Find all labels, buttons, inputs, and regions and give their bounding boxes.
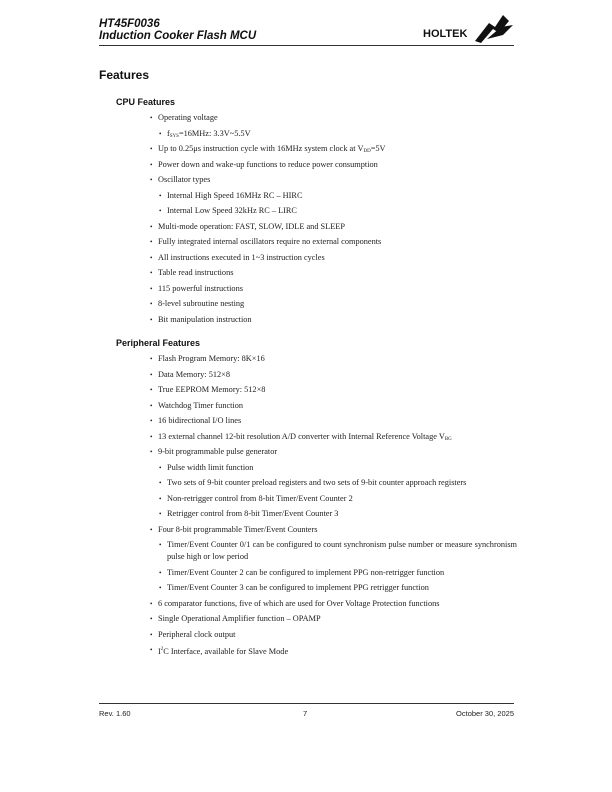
list-item-text <box>167 493 517 505</box>
list-item-text <box>158 431 508 446</box>
list-item <box>0 493 612 509</box>
list-item-text <box>158 159 508 171</box>
text-text: 13 external channel 12-bit resolution A/D converter with Internal Reference Voltage V <box>158 431 445 441</box>
bullet-icon: • <box>150 646 153 654</box>
list-item <box>0 369 612 385</box>
list-item <box>0 298 612 314</box>
text-text: Pulse width limit function <box>167 462 254 472</box>
text-text: Four 8-bit programmable Timer/Event Counters <box>158 524 318 534</box>
bullet-icon: • <box>159 568 162 577</box>
list-item <box>0 613 612 629</box>
text-text: Internal High Speed 16MHz RC – HIRC <box>167 190 303 200</box>
list-item <box>0 508 612 524</box>
text-text: Single Operational Amplifier function – OPAMP <box>158 614 321 623</box>
text-text: Peripheral clock output <box>158 629 236 639</box>
document-title: Induction Cooker Flash MCU <box>99 30 257 42</box>
list-item-text <box>158 369 508 381</box>
cpu-features-heading: CPU Features <box>116 97 176 107</box>
bullet-icon: • <box>150 370 153 379</box>
text-text: 115 powerful instructions <box>158 283 243 293</box>
text-text: Oscillator types <box>158 175 211 184</box>
text-text: f <box>167 128 170 138</box>
revision: Rev. 1.60 <box>99 709 131 718</box>
bullet-icon: • <box>159 463 162 472</box>
bullet-icon: • <box>150 432 153 441</box>
header-rule <box>99 45 514 46</box>
list-item <box>0 159 612 175</box>
text-text: Data Memory: 512×8 <box>158 369 230 379</box>
bullet-icon: • <box>150 525 153 534</box>
list-item-text <box>167 128 517 143</box>
text-text: Fully integrated internal oscillators require no external components <box>158 237 382 246</box>
list-item-text <box>167 462 517 474</box>
list-item <box>0 524 612 540</box>
bullet-icon: • <box>159 207 162 215</box>
list-item-text <box>158 174 508 186</box>
bullet-icon: • <box>150 630 153 639</box>
list-item <box>0 567 612 583</box>
list-item-text <box>167 508 517 520</box>
bullet-icon: • <box>150 300 153 308</box>
bullet-icon: • <box>150 355 153 363</box>
bullet-icon: • <box>150 401 153 410</box>
bullet-icon: • <box>150 284 153 293</box>
list-item-text <box>167 539 517 563</box>
text-text: 6 comparator functions, five of which are used for Over Voltage Protection functions <box>158 598 440 608</box>
list-item <box>0 353 612 369</box>
text-text: Non-retrigger control from 8-bit Timer/Event Counter 2 <box>167 493 353 503</box>
bullet-icon: • <box>150 114 153 122</box>
text-post: =16MHz: 3.3V~5.5V <box>178 128 251 138</box>
text-text: Timer/Event Counter 3 can be configured to implement PPG retrigger function <box>167 583 429 592</box>
bullet-icon: • <box>159 191 162 200</box>
bullet-icon: • <box>159 479 162 487</box>
list-item <box>0 400 612 416</box>
text-text: All instructions executed in 1~3 instruction cycles <box>158 252 325 262</box>
list-item-text <box>158 283 508 295</box>
text-text: True EEPROM Memory: 512×8 <box>158 385 266 394</box>
text-text: Multi-mode operation: FAST, SLOW, IDLE and SLEEP <box>158 221 345 231</box>
list-item-text <box>158 644 508 658</box>
list-item-text <box>158 112 508 124</box>
text-sub: SYS <box>169 133 179 139</box>
list-item <box>0 112 612 128</box>
list-item-text <box>158 314 508 326</box>
list-item <box>0 267 612 283</box>
part-number: HT45F0036 <box>99 18 160 30</box>
list-item <box>0 221 612 237</box>
bullet-icon: • <box>159 510 162 518</box>
list-item-text <box>167 205 517 217</box>
bullet-icon: • <box>150 145 153 153</box>
bullet-icon: • <box>150 448 153 456</box>
bullet-icon: • <box>150 599 153 608</box>
text-text: Retrigger control from 8-bit Timer/Event Counter 3 <box>167 509 339 518</box>
list-item-text <box>158 221 508 233</box>
peripheral-features-heading: Peripheral Features <box>116 338 201 348</box>
list-item <box>0 143 612 159</box>
text-text: Up to 0.25μs instruction cycle with 16MHz system clock at V <box>158 144 364 153</box>
list-item-text <box>158 353 508 365</box>
text-post: =5V <box>370 144 386 153</box>
text-sup: 2 <box>160 647 164 652</box>
list-item <box>0 283 612 299</box>
list-item-text <box>158 236 508 248</box>
list-item-text <box>158 524 508 536</box>
list-item-text <box>158 267 508 279</box>
bullet-icon: • <box>150 269 153 277</box>
list-item <box>0 629 612 645</box>
bullet-icon: • <box>159 584 162 592</box>
text-post: C Interface, available for Slave Mode <box>163 646 289 656</box>
list-item-text <box>158 143 508 158</box>
list-item <box>0 415 612 431</box>
text-text: Operating voltage <box>158 113 218 122</box>
text-text: I <box>158 646 161 656</box>
text-text: 8-level subroutine nesting <box>158 299 245 308</box>
list-item <box>0 598 612 614</box>
text-text: Power down and wake-up functions to reduce power consumption <box>158 159 378 169</box>
list-item-text <box>158 298 508 310</box>
list-item-text <box>158 613 508 625</box>
list-item-text <box>158 446 508 458</box>
list-item <box>0 205 612 221</box>
footer-rule <box>99 703 514 704</box>
list-item <box>0 190 612 206</box>
cpu-features-list <box>0 112 612 329</box>
list-item <box>0 582 612 598</box>
bullet-icon: • <box>150 238 153 246</box>
list-item-text <box>158 629 508 641</box>
list-item <box>0 252 612 268</box>
page-number: 7 <box>303 709 308 718</box>
bullet-icon: • <box>150 222 153 231</box>
list-item <box>0 384 612 400</box>
list-item <box>0 539 612 567</box>
bullet-icon: • <box>159 494 162 503</box>
text-text: 9-bit programmable pulse generator <box>158 447 278 456</box>
bullet-icon: • <box>150 160 153 169</box>
bullet-icon: • <box>150 253 153 262</box>
list-item <box>0 128 612 144</box>
text-sub: BG <box>444 436 452 442</box>
bullet-icon: • <box>150 176 153 184</box>
list-item-text <box>167 190 517 202</box>
text-text: Timer/Event Counter 0/1 can be configured to count synchronism pulse number or measure synchronism pulse high or low period <box>167 540 517 561</box>
peripheral-features-list <box>0 353 612 660</box>
list-item <box>0 431 612 447</box>
date: October 30, 2025 <box>456 709 514 718</box>
list-item <box>0 446 612 462</box>
bullet-icon: • <box>150 315 153 324</box>
svg-text:HOLTEK: HOLTEK <box>423 28 468 40</box>
bullet-icon: • <box>150 386 153 394</box>
text-text: Timer/Event Counter 2 can be configured to implement PPG non-retrigger function <box>167 567 445 577</box>
list-item <box>0 236 612 252</box>
list-item <box>0 462 612 478</box>
list-item-text <box>158 400 508 412</box>
list-item-text <box>167 567 517 579</box>
list-item-text <box>158 252 508 264</box>
text-text: Bit manipulation instruction <box>158 314 252 324</box>
list-item <box>0 644 612 660</box>
text-text: Two sets of 9-bit counter preload registers and two sets of 9-bit counter approach registers <box>167 478 467 487</box>
list-item-text <box>158 598 508 610</box>
list-item-text <box>158 384 508 396</box>
text-text: 16 bidirectional I/O lines <box>158 416 242 425</box>
text-text: Watchdog Timer function <box>158 400 244 410</box>
text-text: Flash Program Memory: 8K×16 <box>158 354 265 363</box>
bullet-icon: • <box>159 541 162 549</box>
section-title: Features <box>99 68 150 82</box>
list-item <box>0 477 612 493</box>
bullet-icon: • <box>150 615 153 623</box>
list-item-text <box>158 415 508 427</box>
text-sub: DD <box>363 149 371 154</box>
bullet-icon: • <box>150 417 153 425</box>
list-item <box>0 174 612 190</box>
list-item-text <box>167 477 517 489</box>
holtek-logo <box>423 13 515 43</box>
text-text: Internal Low Speed 32kHz RC – LIRC <box>167 206 297 215</box>
bullet-icon: • <box>159 129 162 138</box>
list-item <box>0 314 612 330</box>
text-text: Table read instructions <box>158 268 234 277</box>
list-item-text <box>167 582 517 594</box>
